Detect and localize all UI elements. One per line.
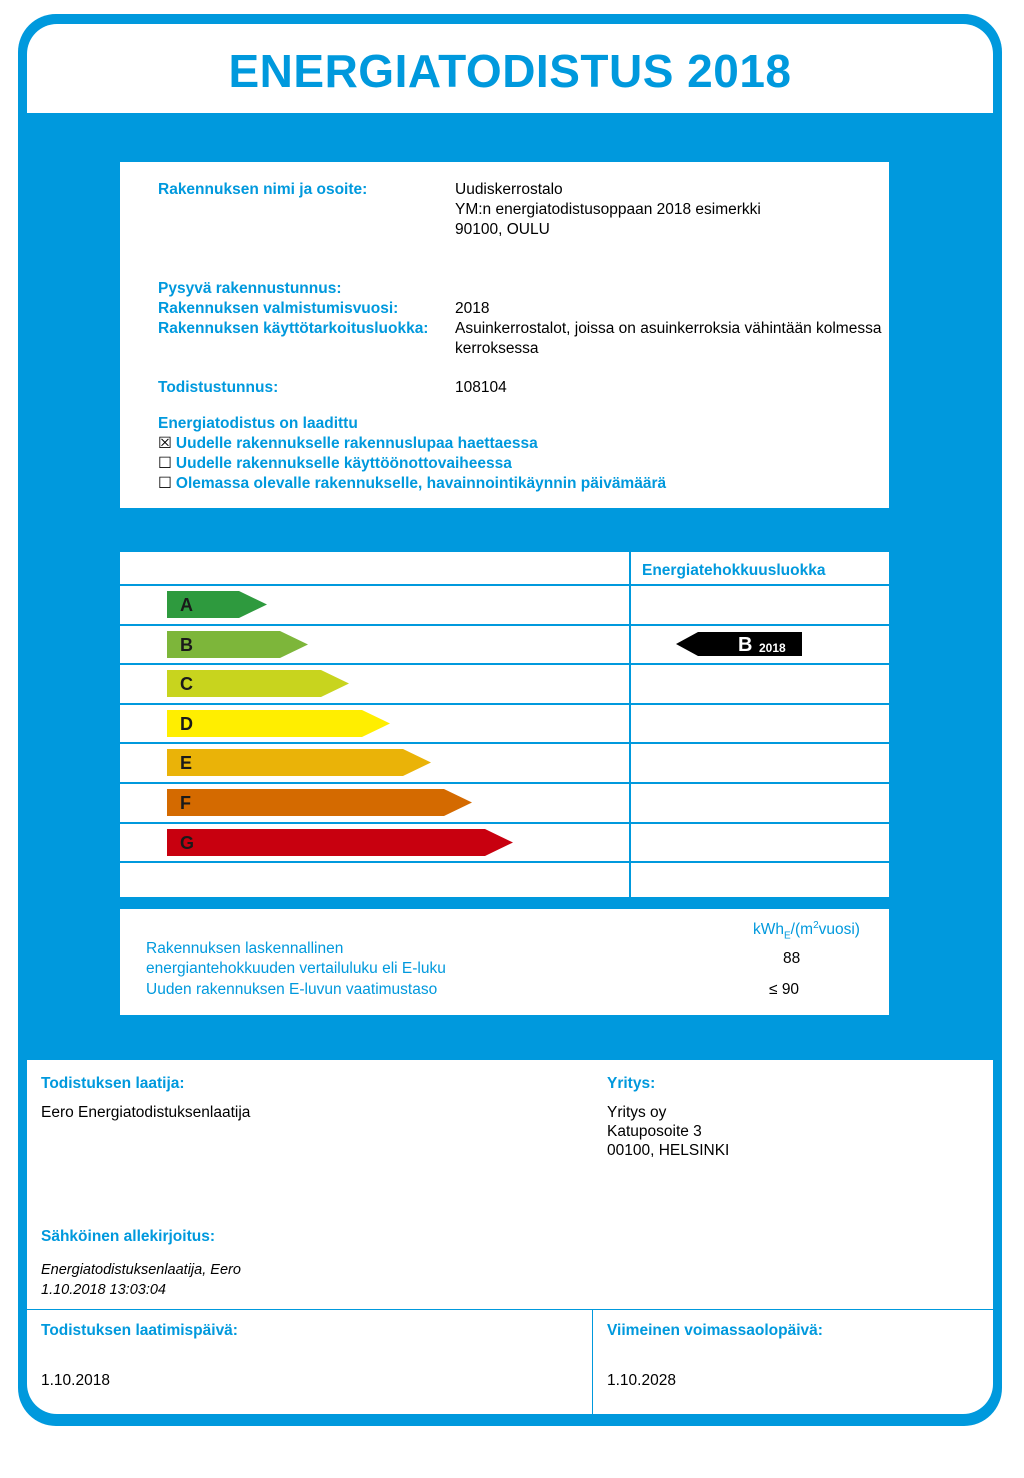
company-line: Yritys oy xyxy=(607,1104,667,1121)
building-info-box xyxy=(120,162,889,508)
row-divider xyxy=(120,782,889,784)
made-label: Energiatodistus on laadittu xyxy=(158,415,358,432)
row-divider xyxy=(120,663,889,665)
usage-line: Asuinkerrostalot, joissa on asuinkerroksia vähintään kolmessa xyxy=(455,320,882,337)
usage-label: Rakennuksen käyttötarkoitusluokka: xyxy=(158,320,429,337)
e-value-box xyxy=(120,909,889,1015)
row-divider xyxy=(120,861,889,863)
unit-label: $kWh_E/(m^2vuosi)$ xyxy=(753,920,860,942)
indicator-year: 2018 xyxy=(759,640,786,655)
energy-class-table xyxy=(120,552,889,897)
class-header: Energiatehokkuusluokka xyxy=(642,562,826,579)
class-arrow-d xyxy=(167,710,390,737)
class-letter: G xyxy=(180,832,195,853)
building-name-line: 90100, OULU xyxy=(455,221,550,238)
requirement-label: Uuden rakennuksen E-luvun vaatimustaso xyxy=(146,981,438,998)
year-value: 2018 xyxy=(455,300,490,317)
building-name-line: YM:n energiatodistusoppaan 2018 esimerkki xyxy=(455,201,761,218)
date-label: Todistuksen laatimispäivä: xyxy=(41,1322,238,1339)
column-divider xyxy=(629,552,631,897)
company-line: Katuposoite 3 xyxy=(607,1123,702,1140)
indicator-letter: B xyxy=(738,633,753,656)
class-arrow-b xyxy=(167,631,308,658)
row-divider xyxy=(120,584,889,586)
row-divider xyxy=(120,742,889,744)
class-letter: D xyxy=(180,713,193,734)
option-label: Olemassa olevalle rakennukselle, havainnointikäynnin päivämäärä xyxy=(175,475,667,492)
requirement-value: ≤ 90 xyxy=(769,981,800,998)
page-title: ENERGIATODISTUS 2018 xyxy=(228,45,792,97)
cert-id-value: 108104 xyxy=(455,379,507,396)
row-divider xyxy=(120,703,889,705)
cert-id-label: Todistustunnus: xyxy=(158,379,279,396)
class-letter: A xyxy=(180,595,193,615)
year-label: Rakennuksen valmistumisvuosi: xyxy=(158,300,399,317)
checkbox: ☐ xyxy=(158,455,172,472)
option-label: Uudelle rakennukselle rakennuslupaa haettaessa xyxy=(175,435,538,452)
class-indicator-arrow xyxy=(676,632,802,656)
class-letter: C xyxy=(180,674,193,695)
usage-line: kerroksessa xyxy=(455,340,539,357)
valid-value: 1.10.2028 xyxy=(607,1372,676,1389)
company-label: Yritys: xyxy=(607,1075,656,1092)
option-row xyxy=(158,454,512,474)
author-label: Todistuksen laatija: xyxy=(41,1075,185,1092)
row-divider xyxy=(120,822,889,824)
e-value-line1: Rakennuksen laskennallinen xyxy=(146,940,344,957)
company-line: 00100, HELSINKI xyxy=(607,1142,730,1159)
building-name-line: Uudiskerrostalo xyxy=(455,181,563,198)
signature-time: 1.10.2018 13:03:04 xyxy=(41,1282,166,1298)
e-value-line2: energiantehokkuuden vertailuluku eli E-luku xyxy=(146,960,446,977)
class-arrow-c xyxy=(167,670,349,697)
divider-vertical xyxy=(592,1309,593,1414)
title-box xyxy=(27,24,993,113)
class-letter: F xyxy=(180,793,191,813)
row-divider xyxy=(120,624,889,626)
author-value: Eero Energiatodistuksenlaatija xyxy=(41,1104,251,1121)
option-row xyxy=(158,474,666,494)
signature-name: Energiatodistuksenlaatija, Eero xyxy=(41,1262,241,1278)
checkbox: ☐ xyxy=(158,475,172,492)
option-label: Uudelle rakennukselle käyttöönottovaiheessa xyxy=(175,455,512,472)
class-arrow-e xyxy=(167,749,431,776)
issuer-section xyxy=(27,1060,993,1414)
class-letter: B xyxy=(180,634,193,655)
class-letter: E xyxy=(180,753,193,774)
option-row xyxy=(158,434,538,454)
date-value: 1.10.2018 xyxy=(41,1372,110,1389)
building-name-label: Rakennuksen nimi ja osoite: xyxy=(158,181,368,198)
class-arrow-a xyxy=(167,591,267,618)
divider-horizontal xyxy=(27,1309,993,1310)
valid-label: Viimeinen voimassaolopäivä: xyxy=(607,1322,823,1339)
signature-label: Sähköinen allekirjoitus: xyxy=(41,1228,215,1245)
permanent-id-label: Pysyvä rakennustunnus: xyxy=(158,280,342,297)
e-value: 88 xyxy=(783,950,801,967)
class-arrow-g xyxy=(167,829,513,856)
checkbox: ☒ xyxy=(158,435,172,452)
class-arrow-f xyxy=(167,789,472,816)
